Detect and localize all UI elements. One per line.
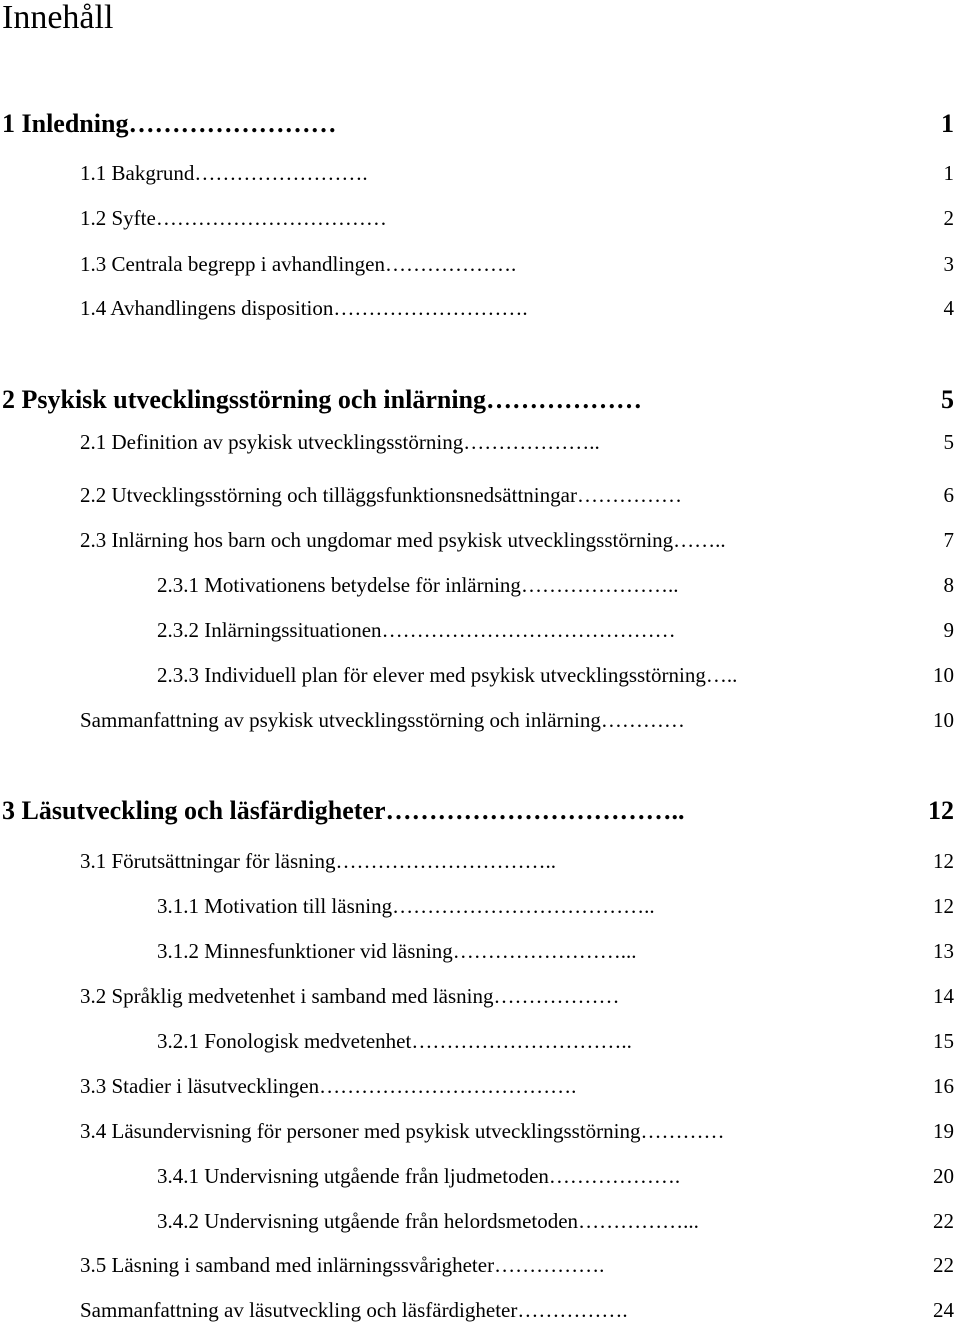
toc-subsection-3-1-2 — [157, 937, 636, 965]
toc-entry-label: 2.3.2 Inlärningssituationen — [157, 618, 382, 642]
toc-subsection-3-4-1 — [157, 1162, 680, 1190]
toc-page-number: 13 — [933, 939, 954, 963]
toc-page-number: 7 — [943, 528, 954, 552]
toc-entry-label: 3.4.1 Undervisning utgående från ljudmetoden — [157, 1164, 549, 1188]
toc-leader-dots: ………………….. — [520, 573, 679, 597]
toc-entry-label: 3.1.1 Motivation till läsning — [157, 894, 393, 918]
toc-entry-label: 1.4 Avhandlingens disposition — [80, 296, 334, 320]
toc-page-number: 24 — [933, 1298, 954, 1322]
toc-summary-2 — [80, 706, 685, 734]
toc-entry-label: 3.4 Läsundervisning för personer med psykisk utvecklingsstörning — [80, 1119, 641, 1143]
toc-subsection-3-2-1 — [157, 1027, 632, 1055]
toc-page-number: 12 — [933, 849, 954, 873]
toc-entry-label: 1.3 Centrala begrepp i avhandlingen — [80, 252, 385, 276]
toc-section-1-2 — [80, 204, 387, 232]
toc-leader-dots: ………… — [640, 1119, 725, 1143]
toc-entry-label: 3.2 Språklig medvetenhet i samband med läsning — [80, 984, 494, 1008]
toc-section-3-5 — [80, 1251, 604, 1279]
toc-page-number: 10 — [933, 708, 954, 732]
toc-page-number: 12 — [928, 796, 954, 825]
toc-page-number: 9 — [943, 618, 954, 642]
toc-page-number: 5 — [943, 430, 954, 454]
toc-entry-label: 2 Psykisk utvecklingsstörning och inlärning — [2, 385, 486, 414]
toc-entry-label: 3.2.1 Fonologisk medvetenhet — [157, 1029, 412, 1053]
toc-entry-label: 2.1 Definition av psykisk utvecklingsstörning — [80, 430, 464, 454]
toc-subsection-2-3-2 — [157, 616, 676, 644]
toc-section-1-3 — [80, 250, 516, 278]
toc-page-number: 19 — [933, 1119, 954, 1143]
toc-entry-label: Sammanfattning av läsutveckling och läsfärdigheter — [80, 1298, 518, 1322]
toc-entry-label: 3 Läsutveckling och läsfärdigheter — [2, 796, 386, 825]
toc-leader-dots: ……………. — [494, 1253, 605, 1277]
toc-section-3-3 — [80, 1072, 576, 1100]
toc-leader-dots: ……………………... — [452, 939, 637, 963]
page-title: Innehåll — [2, 0, 114, 36]
toc-leader-dots: ………………………. — [333, 296, 528, 320]
toc-leader-dots: …………………………….. — [385, 796, 685, 825]
toc-page-number: 8 — [943, 573, 954, 597]
toc-chapter-2 — [2, 386, 642, 414]
toc-page-number: 10 — [933, 663, 954, 687]
toc-section-1-4 — [80, 294, 528, 322]
toc-entry-label: 2.2 Utvecklingsstörning och tilläggsfunktionsnedsättningar — [80, 483, 577, 507]
toc-leader-dots: ……………… — [493, 984, 620, 1008]
toc-page-number: 2 — [943, 206, 954, 230]
toc-leader-dots: …………………… — [128, 109, 337, 138]
toc-leader-dots: …………………………………… — [381, 618, 676, 642]
toc-leader-dots: …….. — [673, 528, 726, 552]
toc-page-number: 5 — [941, 385, 954, 414]
toc-section-2-2 — [80, 481, 682, 509]
toc-page-number: 14 — [933, 984, 954, 1008]
toc-leader-dots: ………………. — [384, 252, 517, 276]
toc-leader-dots: ………………………………. — [319, 1074, 577, 1098]
toc-leader-dots: ……………………. — [194, 161, 368, 185]
toc-leader-dots: ………………………….. — [411, 1029, 632, 1053]
toc-section-2-1 — [80, 428, 600, 456]
toc-page-number: 4 — [943, 296, 954, 320]
toc-entry-label: 3.1 Förutsättningar för läsning — [80, 849, 336, 873]
toc-page-number: 22 — [933, 1253, 954, 1277]
toc-section-2-3 — [80, 526, 726, 554]
toc-page-number: 1 — [943, 161, 954, 185]
toc-entry-label: 3.4.2 Undervisning utgående från helordsmetoden — [157, 1209, 579, 1233]
toc-entry-label: 3.1.2 Minnesfunktioner vid läsning — [157, 939, 453, 963]
toc-page-number: 20 — [933, 1164, 954, 1188]
toc-subsection-3-1-1 — [157, 892, 655, 920]
toc-entry-label: 2.3 Inlärning hos barn och ungdomar med psykisk utvecklingsstörning — [80, 528, 674, 552]
toc-section-3-4 — [80, 1117, 725, 1145]
toc-entry-label: 2.3.1 Motivationens betydelse för inlärning — [157, 573, 521, 597]
toc-entry-label: Sammanfattning av psykisk utvecklingsstörning och inlärning — [80, 708, 601, 732]
toc-summary-3 — [80, 1296, 628, 1324]
toc-leader-dots: ……………. — [517, 1298, 628, 1322]
toc-page-number: 6 — [943, 483, 954, 507]
toc-leader-dots: ……………………………….. — [392, 894, 655, 918]
toc-leader-dots: ….. — [705, 663, 738, 687]
toc-section-3-2 — [80, 982, 620, 1010]
toc-entry-label: 3.3 Stadier i läsutvecklingen — [80, 1074, 320, 1098]
toc-section-1-1 — [80, 159, 368, 187]
toc-page-number: 1 — [941, 109, 954, 138]
toc-page-number: 22 — [933, 1209, 954, 1233]
toc-subsection-3-4-2 — [157, 1207, 699, 1235]
toc-page-number: 16 — [933, 1074, 954, 1098]
toc-entry-label: 2.3.3 Individuell plan för elever med psykisk utvecklingsstörning — [157, 663, 706, 687]
toc-subsection-2-3-3 — [157, 661, 737, 689]
toc-leader-dots: …………… — [576, 483, 682, 507]
toc-leader-dots: ………………. — [548, 1164, 681, 1188]
toc-subsection-2-3-1 — [157, 571, 678, 599]
toc-leader-dots: ……………… — [486, 385, 642, 414]
toc-leader-dots: ……………... — [578, 1209, 699, 1233]
toc-leader-dots: …………………………… — [155, 206, 387, 230]
toc-page-number: 15 — [933, 1029, 954, 1053]
toc-leader-dots: ………………………….. — [335, 849, 556, 873]
toc-leader-dots: ……………….. — [463, 430, 600, 454]
toc-section-3-1 — [80, 847, 556, 875]
toc-entry-label: 1.2 Syfte — [80, 206, 156, 230]
toc-entry-label: 1.1 Bakgrund — [80, 161, 195, 185]
toc-leader-dots: ………… — [600, 708, 685, 732]
toc-chapter-3 — [2, 797, 685, 825]
toc-entry-label: 1 Inledning — [2, 109, 129, 138]
toc-entry-label: 3.5 Läsning i samband med inlärningssvårigheter — [80, 1253, 495, 1277]
toc-chapter-1 — [2, 110, 336, 138]
toc-page-number: 12 — [933, 894, 954, 918]
toc-page-number: 3 — [943, 252, 954, 276]
